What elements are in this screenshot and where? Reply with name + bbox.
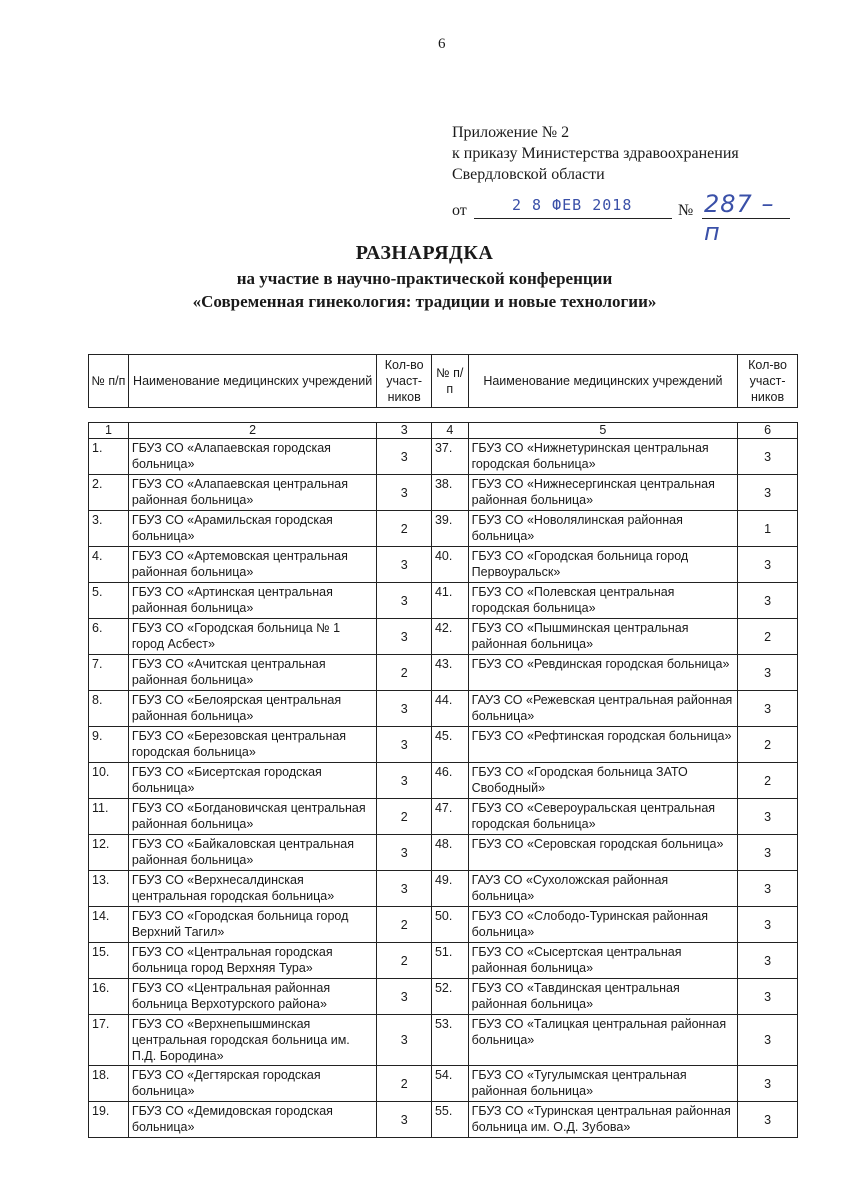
participant-count: 3 [377, 547, 432, 583]
row-number: 48. [431, 835, 468, 871]
institution-name: ГБУЗ СО «Бисертская городская больница» [128, 763, 377, 799]
institution-name: ГБУЗ СО «Городская больница ЗАТО Свободный» [468, 763, 738, 799]
participant-count: 2 [377, 655, 432, 691]
participant-count: 2 [377, 907, 432, 943]
header-count-2: Кол-во участ-ников [738, 355, 798, 408]
institution-name: ГБУЗ СО «Артинская центральная районная больница» [128, 583, 377, 619]
row-number: 43. [431, 655, 468, 691]
row-number: 11. [89, 799, 129, 835]
row-number: 6. [89, 619, 129, 655]
row-number: 1. [89, 439, 129, 475]
participants-table [88, 422, 798, 1138]
institution-name: ГБУЗ СО «Алапаевская городская больница» [128, 439, 377, 475]
attachment-line-1: Приложение № 2 [452, 124, 570, 141]
row-number: 42. [431, 619, 468, 655]
participant-count: 3 [377, 691, 432, 727]
participant-count: 3 [738, 439, 798, 475]
row-number: 14. [89, 907, 129, 943]
table-row [89, 727, 798, 763]
institution-name: ГБУЗ СО «Богдановичская центральная районная больница» [128, 799, 377, 835]
institution-name: ГБУЗ СО «Дегтярская городская больница» [128, 1066, 377, 1102]
order-line [452, 190, 797, 246]
participant-count: 3 [377, 1102, 432, 1138]
institution-name: ГБУЗ СО «Верхнепышминская центральная городская больница им. П.Д. Бородина» [128, 1015, 377, 1066]
row-number: 4. [89, 547, 129, 583]
institution-name: ГБУЗ СО «Верхнесалдинская центральная городская больница» [128, 871, 377, 907]
participant-count: 3 [377, 835, 432, 871]
row-number: 3. [89, 511, 129, 547]
participant-count: 2 [377, 799, 432, 835]
column-number: 3 [377, 423, 432, 439]
institution-name: ГБУЗ СО «Алапаевская центральная районная больница» [128, 475, 377, 511]
participant-count: 2 [738, 727, 798, 763]
order-date-stamp: 2 8 ФЕВ 2018 [512, 196, 633, 214]
row-number: 16. [89, 979, 129, 1015]
institution-name: ГБУЗ СО «Белоярская центральная районная больница» [128, 691, 377, 727]
participant-count: 3 [377, 979, 432, 1015]
column-number: 2 [128, 423, 377, 439]
row-number: 39. [431, 511, 468, 547]
row-number: 50. [431, 907, 468, 943]
row-number: 17. [89, 1015, 129, 1066]
participant-count: 3 [738, 475, 798, 511]
participant-count: 3 [738, 655, 798, 691]
table-row [89, 871, 798, 907]
date-underline [474, 218, 672, 219]
table-row [89, 907, 798, 943]
institution-name: ГБУЗ СО «Нижнетуринская центральная городская больница» [468, 439, 738, 475]
document-subtitle-1: на участие в научно-практической конференции [236, 269, 613, 288]
participant-count: 1 [738, 511, 798, 547]
participant-count: 2 [738, 763, 798, 799]
header-name-2: Наименование медицинских учреждений [468, 355, 738, 408]
attachment-line-2: к приказу Министерства здравоохранения [452, 145, 739, 162]
participant-count: 3 [738, 799, 798, 835]
column-number: 4 [431, 423, 468, 439]
participant-count: 3 [738, 1015, 798, 1066]
header-name: Наименование медицинских учреждений [128, 355, 377, 408]
participant-count: 3 [377, 439, 432, 475]
institution-name: ГБУЗ СО «Тавдинская центральная районная больница» [468, 979, 738, 1015]
participant-count: 3 [738, 979, 798, 1015]
participant-count: 3 [738, 871, 798, 907]
row-number: 13. [89, 871, 129, 907]
institution-name: ГБУЗ СО «Ачитская центральная районная больница» [128, 655, 377, 691]
participant-count: 3 [377, 763, 432, 799]
institution-name: ГБУЗ СО «Демидовская городская больница» [128, 1102, 377, 1138]
institution-name: ГБУЗ СО «Нижнесергинская центральная районная больница» [468, 475, 738, 511]
table-row [89, 439, 798, 475]
document-subtitle-2: «Современная гинекология: традиции и новые технологии» [192, 292, 657, 311]
participant-count: 2 [738, 619, 798, 655]
institution-name: ГБУЗ СО «Серовская городская больница» [468, 835, 738, 871]
institution-name: ГБУЗ СО «Рефтинская городская больница» [468, 727, 738, 763]
table-row [89, 1015, 798, 1066]
column-number-row [89, 423, 798, 439]
row-number: 37. [431, 439, 468, 475]
participant-count: 3 [377, 583, 432, 619]
institution-name: ГБУЗ СО «Центральная районная больница Верхотурского района» [128, 979, 377, 1015]
table-row [89, 547, 798, 583]
row-number: 5. [89, 583, 129, 619]
institution-name: ГБУЗ СО «Туринская центральная районная больница им. О.Д. Зубова» [468, 1102, 738, 1138]
row-number: 55. [431, 1102, 468, 1138]
institution-name: ГБУЗ СО «Центральная городская больница город Верхняя Тура» [128, 943, 377, 979]
participant-count: 2 [377, 943, 432, 979]
institution-name: ГБУЗ СО «Полевская центральная городская больница» [468, 583, 738, 619]
column-number: 1 [89, 423, 129, 439]
page-number: 6 [438, 36, 446, 52]
row-number: 49. [431, 871, 468, 907]
header-num-2: № п/п [431, 355, 468, 408]
row-number: 46. [431, 763, 468, 799]
table-row [89, 511, 798, 547]
header-count: Кол-во участ-ников [377, 355, 432, 408]
row-number: 44. [431, 691, 468, 727]
order-number-handwritten: 287 – п [704, 190, 775, 246]
institution-name: ГБУЗ СО «Городская больница город Первоуральск» [468, 547, 738, 583]
table-row [89, 1066, 798, 1102]
row-number: 51. [431, 943, 468, 979]
participant-count: 2 [377, 511, 432, 547]
institution-name: ГБУЗ СО «Тугулымская центральная районная больница» [468, 1066, 738, 1102]
table-row [89, 475, 798, 511]
institution-name: ГБУЗ СО «Ревдинская городская больница» [468, 655, 738, 691]
participant-count: 3 [738, 691, 798, 727]
participant-count: 3 [738, 1066, 798, 1102]
row-number: 12. [89, 835, 129, 871]
attachment-block [452, 122, 739, 185]
column-number: 6 [738, 423, 798, 439]
order-number-label: № [678, 202, 694, 219]
participant-count: 3 [377, 727, 432, 763]
table-row [89, 619, 798, 655]
institution-name: ГБУЗ СО «Байкаловская центральная районная больница» [128, 835, 377, 871]
table-row [89, 835, 798, 871]
institution-name: ГБУЗ СО «Талицкая центральная районная больница» [468, 1015, 738, 1066]
table-row [89, 943, 798, 979]
participant-count: 2 [377, 1066, 432, 1102]
institution-name: ГАУЗ СО «Сухоложская районная больница» [468, 871, 738, 907]
participant-count: 3 [377, 1015, 432, 1066]
participant-count: 3 [738, 583, 798, 619]
row-number: 40. [431, 547, 468, 583]
institution-name: ГБУЗ СО «Городская больница город Верхний Тагил» [128, 907, 377, 943]
institution-name: ГБУЗ СО «Городская больница № 1 город Асбест» [128, 619, 377, 655]
table-row [89, 691, 798, 727]
row-number: 52. [431, 979, 468, 1015]
participant-count: 3 [738, 835, 798, 871]
table-header [88, 354, 798, 408]
institution-name: ГБУЗ СО «Березовская центральная городская больница» [128, 727, 377, 763]
table-row [89, 799, 798, 835]
header-num: № п/п [89, 355, 129, 408]
document-title: РАЗНАРЯДКА [355, 242, 494, 264]
institution-name: ГБУЗ СО «Новолялинская районная больница» [468, 511, 738, 547]
participant-count: 3 [738, 1102, 798, 1138]
row-number: 53. [431, 1015, 468, 1066]
table-row [89, 979, 798, 1015]
row-number: 38. [431, 475, 468, 511]
row-number: 54. [431, 1066, 468, 1102]
row-number: 41. [431, 583, 468, 619]
row-number: 7. [89, 655, 129, 691]
participant-count: 3 [377, 475, 432, 511]
row-number: 2. [89, 475, 129, 511]
participant-count: 3 [377, 871, 432, 907]
institution-name: ГБУЗ СО «Пышминская центральная районная больница» [468, 619, 738, 655]
row-number: 19. [89, 1102, 129, 1138]
order-from-label: от [452, 202, 467, 219]
table-row [89, 763, 798, 799]
row-number: 47. [431, 799, 468, 835]
participant-count: 3 [738, 547, 798, 583]
institution-name: ГБУЗ СО «Слободо-Туринская районная больница» [468, 907, 738, 943]
participant-count: 3 [738, 943, 798, 979]
row-number: 15. [89, 943, 129, 979]
institution-name: ГБУЗ СО «Сысертская центральная районная больница» [468, 943, 738, 979]
attachment-line-3: Свердловской области [452, 166, 605, 183]
row-number: 45. [431, 727, 468, 763]
table-row [89, 583, 798, 619]
table-row [89, 1102, 798, 1138]
row-number: 18. [89, 1066, 129, 1102]
institution-name: ГБУЗ СО «Артемовская центральная районная больница» [128, 547, 377, 583]
participant-count: 3 [377, 619, 432, 655]
row-number: 9. [89, 727, 129, 763]
participant-count: 3 [738, 907, 798, 943]
institution-name: ГБУЗ СО «Арамильская городская больница» [128, 511, 377, 547]
column-number: 5 [468, 423, 738, 439]
row-number: 10. [89, 763, 129, 799]
institution-name: ГАУЗ СО «Режевская центральная районная больница» [468, 691, 738, 727]
row-number: 8. [89, 691, 129, 727]
table-row [89, 655, 798, 691]
institution-name: ГБУЗ СО «Североуральская центральная городская больница» [468, 799, 738, 835]
